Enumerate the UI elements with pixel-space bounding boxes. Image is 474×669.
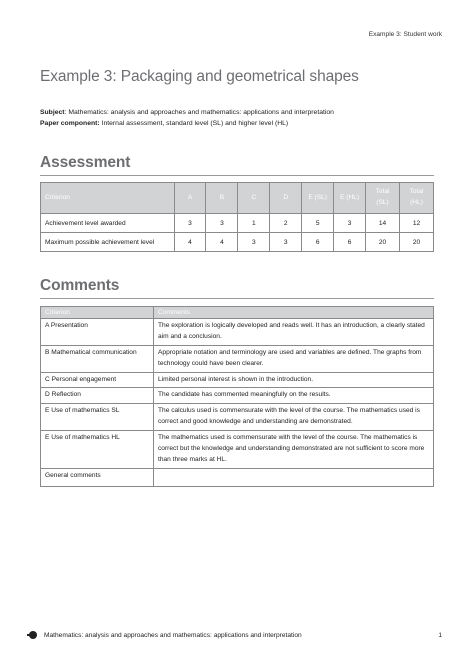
comment-cell: Appropriate notation and terminology are used and variables are defined. The graphs from technology could have been clearer. [154, 345, 434, 372]
score-cell: 3 [206, 214, 238, 233]
column-header: Total (SL) [366, 183, 400, 214]
column-header: Criterion [41, 307, 154, 319]
subject-value: : Mathematics: analysis and approaches and mathematics: applications and interpretation [64, 109, 334, 116]
comments-header-row [41, 307, 434, 319]
criterion-cell: E Use of mathematics HL [41, 431, 154, 469]
row-label: Maximum possible achievement level [41, 233, 175, 252]
column-header: D [270, 183, 302, 214]
score-cell: 3 [174, 214, 206, 233]
paper-component-label: Paper component: [40, 120, 100, 127]
table-row [41, 468, 434, 486]
section-divider [40, 175, 434, 176]
criterion-cell: A Presentation [41, 319, 154, 346]
assessment-header-row [41, 183, 434, 214]
score-cell: 14 [366, 214, 400, 233]
score-cell: 6 [334, 233, 366, 252]
subject-line [40, 109, 334, 116]
paper-component-value: Internal assessment, standard level (SL) and higher level (HL) [99, 120, 289, 127]
paper-component-line [40, 120, 288, 127]
criterion-cell: B Mathematical communication [41, 345, 154, 372]
criterion-cell: General comments [41, 468, 154, 486]
ib-logo-icon [29, 631, 37, 639]
criterion-cell: C Personal engagement [41, 372, 154, 388]
table-row [41, 319, 434, 346]
column-header: B [206, 183, 238, 214]
score-cell: 1 [238, 214, 270, 233]
column-header: Comments [154, 307, 434, 319]
score-cell: 3 [238, 233, 270, 252]
table-row [41, 431, 434, 469]
criterion-cell: D Reflection [41, 388, 154, 404]
comments-heading: Comments [40, 277, 120, 294]
table-row [41, 233, 434, 252]
comment-cell [154, 468, 434, 486]
comment-cell: Limited personal interest is shown in the introduction. [154, 372, 434, 388]
score-cell: 20 [366, 233, 400, 252]
comment-cell: The candidate has commented meaningfully on the results. [154, 388, 434, 404]
column-header: C [238, 183, 270, 214]
score-cell: 12 [400, 214, 434, 233]
score-cell: 3 [270, 233, 302, 252]
score-cell: 4 [174, 233, 206, 252]
column-header: Total (HL) [400, 183, 434, 214]
page-number: 1 [438, 632, 442, 639]
score-cell: 5 [302, 214, 334, 233]
section-divider [40, 298, 434, 299]
table-row [41, 404, 434, 431]
column-header: A [174, 183, 206, 214]
score-cell: 20 [400, 233, 434, 252]
table-row [41, 372, 434, 388]
table-row [41, 345, 434, 372]
table-row [41, 388, 434, 404]
subject-label: Subject [40, 109, 65, 116]
document-title: Example 3: Packaging and geometrical shapes [40, 68, 359, 85]
column-header: E (SL) [302, 183, 334, 214]
score-cell: 4 [206, 233, 238, 252]
row-label: Achievement level awarded [41, 214, 175, 233]
footer-text: Mathematics: analysis and approaches and mathematics: applications and interpretation [44, 632, 302, 639]
comment-cell: The exploration is logically developed and reads well. It has an introduction, a clearly stated aim and a conclusion. [154, 319, 434, 346]
comment-cell: The mathematics used is commensurate with the level of the course. The mathematics is correct but the knowledge and understanding demonstrated are not sufficient to score more than three marks at HL. [154, 431, 434, 469]
column-header: Criterion [41, 183, 175, 214]
running-header: Example 3: Student work [368, 31, 442, 38]
criterion-cell: E Use of mathematics SL [41, 404, 154, 431]
assessment-heading: Assessment [40, 154, 131, 171]
score-cell: 3 [334, 214, 366, 233]
comments-table [40, 306, 434, 487]
table-row [41, 214, 434, 233]
score-cell: 6 [302, 233, 334, 252]
assessment-table [40, 182, 434, 252]
column-header: E (HL) [334, 183, 366, 214]
score-cell: 2 [270, 214, 302, 233]
comment-cell: The calculus used is commensurate with the level of the course. The mathematics used is correct and good knowledge and understanding are demonstrated. [154, 404, 434, 431]
